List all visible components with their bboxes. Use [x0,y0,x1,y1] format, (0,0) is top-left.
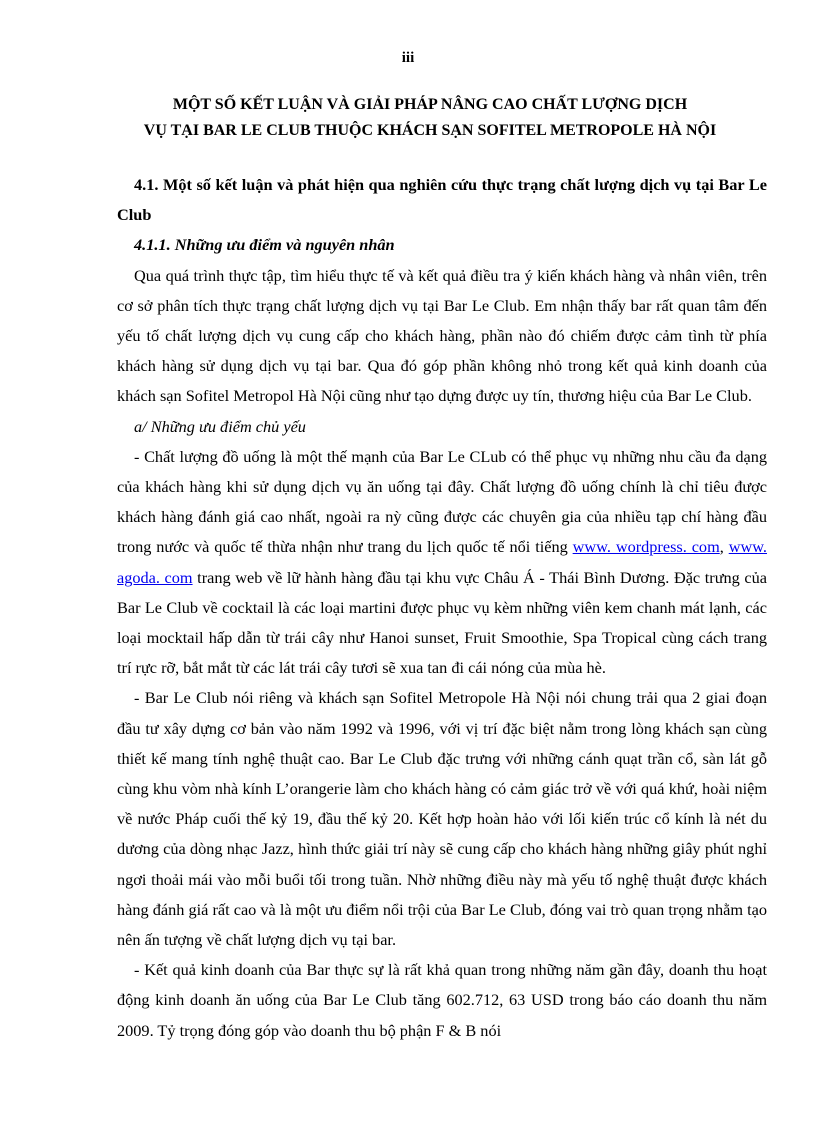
drink-quality-text: - Chất lượng đồ uống là một thế mạnh của Bar Le CLub có thể phục vụ những nhu cầu đa dạng của khách hàng khi sử dụng dịch vụ ăn uống tại đây. Chất lượng đồ uống chính là chỉ tiêu được khách hàng đánh giá cao nhất, ngoài ra nỳ cũng được các chuyên gia của nhiều tạp chí hàng đầu trong nước và quốc tế thừa nhận như trang du lịch quốc tế nổi tiếng [117,446,767,557]
advantages-subheading: a/ Những ưu điểm chủ yếu [134,416,306,436]
wordpress-link[interactable]: www. wordpress. com [572,537,720,557]
link-separator: , [719,537,729,557]
agoda-link[interactable]: www. agoda. com [117,537,767,587]
drink-quality-paragraph [117,442,767,684]
section-heading: 4.1. Một số kết luận và phát hiện qua nghiên cứu thực trạng chất lượng dịch vụ tại Bar Le Club [117,175,767,225]
document-body [117,170,767,1046]
chapter-title-line-2: VỤ TẠI BAR LE CLUB THUỘC KHÁCH SẠN SOFITEL METROPOLE HÀ NỘI [143,122,717,139]
subsection-heading: 4.1.1. Những ưu điểm và nguyên nhân [134,235,395,255]
chapter-title-line-1: MỘT SỐ KẾT LUẬN VÀ GIẢI PHÁP NÂNG CAO CHẤT LƯỢNG DỊCH [172,96,688,113]
drink-quality-text-continued: trang web về lữ hành hàng đầu tại khu vực Châu Á - Thái Bình Dương. Đặc trưng của Bar Le Club về cocktail là các loại martini được phục vụ kèm những viên kem chanh mát lạnh, các loại mocktail hấp dẫn từ trái cây như Hanoi sunset, Fruit Smoothie, Spa Tropical cùng cách trang trí rực rỡ, bắt mắt từ các lát trái cây tươi sẽ xua tan đi cái nóng của mùa hè. [117,567,767,678]
chapter-title [100,92,760,144]
architecture-paragraph: - Bar Le Club nói riêng và khách sạn Sofitel Metropole Hà Nội nói chung trải qua 2 giai đoạn đầu tư xây dựng cơ bản vào năm 1992 và 1996, với vị trí đặc biệt nằm trong lòng khách sạn cùng thiết kế mang tính nghệ thuật cao. Bar Le Club đặc trưng với những cánh quạt trần cổ, sàn lát gỗ cùng khu vòm nhà kính L’orangerie làm cho khách hàng có cảm giác trở về với quá khứ, hoài niệm về nước Pháp cuối thế kỷ 19, đầu thế kỷ 20. Kết hợp hoàn hảo với lối kiến trúc cổ kính là nét du dương của dòng nhạc Jazz, hình thức giải trí này sẽ cung cấp cho khách hàng những giây phút nghỉ ngơi thoải mái vào mỗi buổi tối trong tuần. Nhờ những điều này mà yếu tố nghệ thuật được khách hàng đánh giá rất cao và là một ưu điểm nổi trội của Bar Le Club, đóng vai trò quan trọng nhằm tạo nên ấn tượng về chất lượng dịch vụ tại bar. [117,688,767,950]
intro-paragraph: Qua quá trình thực tập, tìm hiểu thực tế và kết quả điều tra ý kiến khách hàng và nhân viên, trên cơ sở phân tích thực trạng chất lượng dịch vụ tại Bar Le Club. Em nhận thấy bar rất quan tâm đến yếu tố chất lượng dịch vụ cung cấp cho khách hàng, phần nào đó chiếm được cảm tình từ phía khách hàng sử dụng dịch vụ tại bar. Qua đó góp phần không nhỏ trong kết quả kinh doanh của khách sạn Sofitel Metropol Hà Nội cũng như tạo dựng được uy tín, thương hiệu của Bar Le Club. [117,265,767,406]
business-result-paragraph: - Kết quả kinh doanh của Bar thực sự là rất khả quan trong những năm gần đây, doanh thu hoạt động kinh doanh ăn uống của Bar Le Club tăng 602.712, 63 USD trong báo cáo doanh thu năm 2009. Tỷ trọng đóng góp vào doanh thu bộ phận F & B nói [117,960,767,1040]
page-number: iii [401,50,415,66]
